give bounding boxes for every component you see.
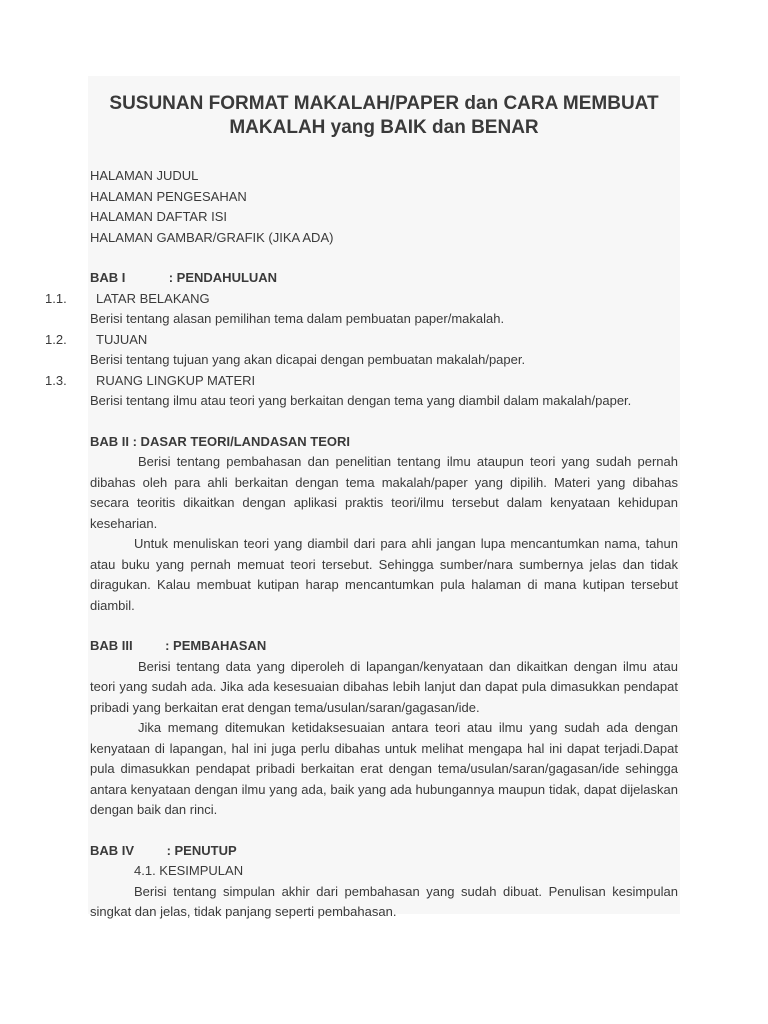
section-description: Berisi tentang tujuan yang akan dicapai dengan pembuatan makalah/paper. [90,352,526,367]
section-1-1 [45,289,678,310]
section-number: 1.1. [45,290,67,306]
bab-4-section [90,841,678,923]
bab-4-subheading: 4.1. KESIMPULAN [134,863,244,878]
title-line-2: MAKALAH yang BAIK dan BENAR [229,117,539,138]
document-title [90,92,678,140]
document-content [45,92,678,923]
bab-1-heading: BAB I : PENDAHULUAN [90,270,278,285]
bab-2-paragraph-1: Berisi tentang pembahasan dan penelitian tentang ilmu ataupun teori yang sudah pernah dibahas oleh para ahli berkaitan dengan tema makalah/paper yang dipilih. Materi yang dibahas secara teoritis dikaitkan dengan aplikasi praktis teori/ilmu tersebut dalam kenyataan kehidupan keseharian. [90,454,678,531]
bab-2-paragraph-2: Untuk menuliskan teori yang diambil dari para ahli jangan lupa mencantumkan nama, tahun atau buku yang pernah memuat teori tersebut. Sehingga sumber/nara sumbernya jelas dan tidak diragukan. Kalau membuat kutipan harap mencantumkan pula halaman di mana kutipan tersebut diambil. [90,536,678,613]
bab-3-heading: BAB III : PEMBAHASAN [90,638,267,653]
front-page-item: HALAMAN GAMBAR/GRAFIK (JIKA ADA) [90,229,334,245]
front-pages-list [90,166,678,248]
title-line-1: SUSUNAN FORMAT MAKALAH/PAPER dan CARA MEMBUAT [109,93,659,114]
section-label: LATAR BELAKANG [96,290,210,306]
section-number: 1.2. [45,331,67,347]
bab-4-heading: BAB IV : PENUTUP [90,842,237,858]
section-number: 1.3. [45,372,67,388]
bab-1-section [45,268,678,412]
front-page-item: HALAMAN DAFTAR ISI [90,209,228,224]
bab-4-paragraph-1: Berisi tentang simpulan akhir dari pembahasan yang sudah dibuat. Penulisan kesimpulan singkat dan jelas, tidak panjang seperti pembahasan. [90,883,678,919]
section-description: Berisi tentang ilmu atau teori yang berkaitan dengan tema yang diambil dalam makalah/paper. [90,393,632,408]
bab-2-section [90,432,678,617]
section-label: TUJUAN [96,331,148,347]
bab-3-paragraph-1: Berisi tentang data yang diperoleh di lapangan/kenyataan dan dikaitkan dengan ilmu atau teori yang sudah ada. Jika ada kesesuaian dibahas lebih lanjut dan dapat pula dimasukkan pendapat pribadi yang berkaitan erat dengan tema/usulan/saran/gagasan/ide. [90,658,678,715]
bab-3-section [90,636,678,821]
bab-2-heading: BAB II : DASAR TEORI/LANDASAN TEORI [90,433,350,449]
front-page-item: HALAMAN JUDUL [90,168,199,183]
section-description: Berisi tentang alasan pemilihan tema dalam pembuatan paper/makalah. [90,311,505,326]
section-1-3 [45,371,678,392]
front-page-item: HALAMAN PENGESAHAN [90,188,247,204]
section-1-2 [45,330,678,351]
bab-3-paragraph-2: Jika memang ditemukan ketidaksesuaian antara teori atau ilmu yang sudah ada dengan kenyataan di lapangan, hal ini juga perlu dibahas untuk melihat mengapa hal ini dapat terjadi.Dapat pula dimasukkan pendapat pribadi berkaitan erat dengan tema/usulan/saran/gagasan/ide sehingga antara kenyataan dengan ilmu yang ada, baik yang ada hubungannya maupun tidak, dapat dijelaskan dengan baik dan rinci. [90,720,678,817]
section-label: RUANG LINGKUP MATERI [96,372,256,388]
